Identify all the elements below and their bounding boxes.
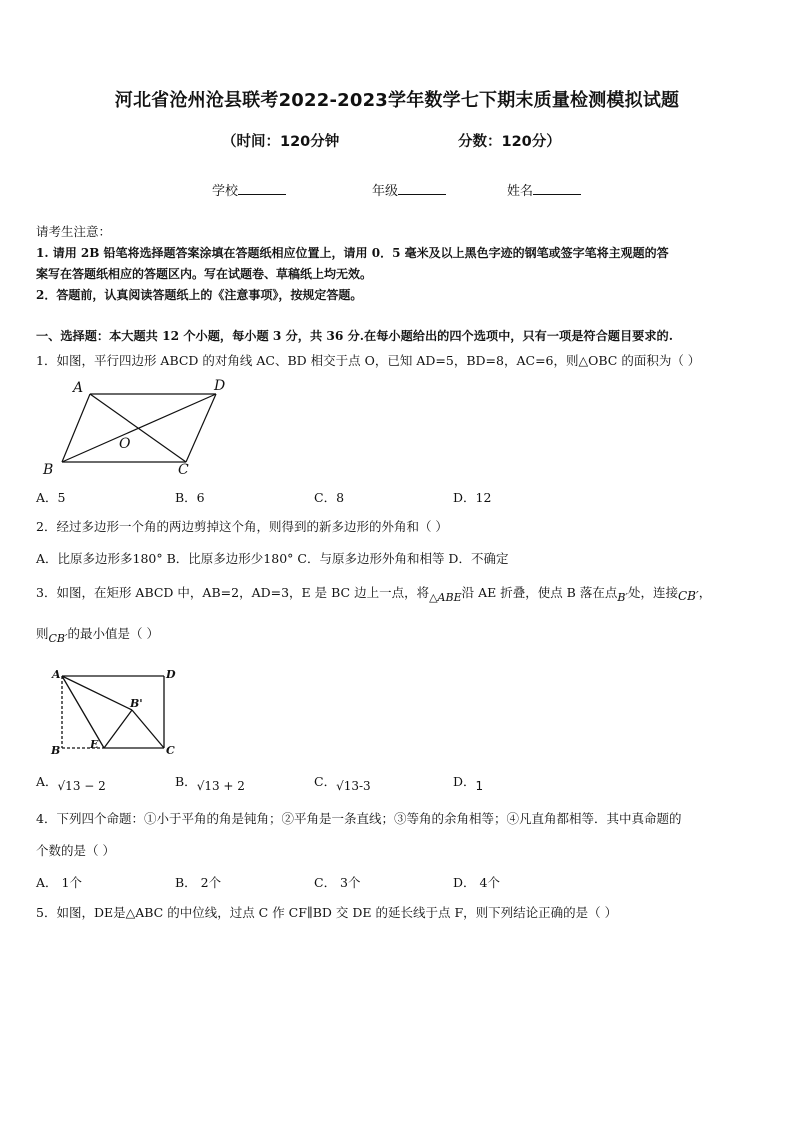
name-label: 姓名 xyxy=(507,184,534,199)
q3-option-a xyxy=(36,772,106,793)
q1-label-c: C xyxy=(178,462,189,478)
q3-line2-a: 则 xyxy=(36,626,49,641)
grade-label: 年级 xyxy=(372,184,399,199)
q3-stem-line2 xyxy=(36,624,159,645)
q3-stem-d: ， xyxy=(698,585,712,600)
q4-option-c: C． 3个 xyxy=(314,875,361,890)
q3-triangle-abe: △ABE xyxy=(429,591,462,604)
q3-b-prime: B′ xyxy=(617,591,628,604)
q3-option-a-label: A． xyxy=(36,774,58,789)
q1-option-d: D．12 xyxy=(453,490,492,505)
q4-stem-line2: 个数的是（ ） xyxy=(36,843,115,858)
q3-label-e: E xyxy=(90,738,99,751)
q1-option-b: B．6 xyxy=(175,490,205,505)
q3-option-b xyxy=(175,772,245,793)
notice-line1a: 1. 请用 2B 铅笔将选择题答案涂填在答题纸相应位置上，请用 0．5 毫米及以上黑色字迹的钢笔或签字笔将主观题的答 xyxy=(36,246,669,260)
q2-stem: 2．经过多边形一个角的两边剪掉这个角，则得到的新多边形的外角和（ ） xyxy=(36,519,448,534)
notice-line1b: 案写在答题纸相应的答题区内。写在试题卷、草稿纸上均无效。 xyxy=(36,267,373,281)
name-field xyxy=(507,180,581,199)
q1-label-o: O xyxy=(119,436,131,452)
q3-option-c-value: √13-3 xyxy=(336,779,371,793)
exam-score: 分数：120分） xyxy=(458,134,561,150)
q3-label-bprime: B' xyxy=(130,697,143,710)
school-field xyxy=(212,180,286,199)
name-blank xyxy=(533,182,581,195)
q3-cb-prime: CB′ xyxy=(677,589,699,603)
q3-option-d xyxy=(453,772,484,793)
q3-label-b: B xyxy=(51,744,61,757)
q3-option-d-label: D． xyxy=(453,774,476,789)
q3-option-c xyxy=(314,772,371,793)
q3-label-a: A xyxy=(52,668,61,681)
grade-blank xyxy=(398,182,446,195)
q3-stem-line1 xyxy=(36,583,711,604)
q1-stem: 1．如图，平行四边形 ABCD 的对角线 AC、BD 相交于点 O，已知 AD=5，BD=8，AC=6，则△OBC 的面积为（ ） xyxy=(36,353,701,368)
q3-option-b-label: B． xyxy=(175,774,197,789)
q4-option-b: B． 2个 xyxy=(175,875,222,890)
school-label: 学校 xyxy=(212,184,239,199)
q3-option-d-value: 1 xyxy=(475,779,484,793)
q3-option-b-value: √13 + 2 xyxy=(196,779,245,793)
q3-figure xyxy=(46,664,186,760)
q3-stem-c: 处，连接 xyxy=(627,585,678,600)
q1-option-a: A．5 xyxy=(36,490,66,505)
q1-label-b: B xyxy=(43,462,54,478)
school-blank xyxy=(238,182,286,195)
q3-stem-b: 沿 AE 折叠，使点 B 落在点 xyxy=(461,585,618,600)
q1-diag-bd xyxy=(62,394,216,462)
grade-field xyxy=(372,180,446,199)
q3-label-d: D xyxy=(166,668,176,681)
q3-option-c-label: C． xyxy=(314,774,337,789)
q1-side-dc xyxy=(186,394,216,462)
exam-time: （时间：120分钟 xyxy=(222,134,340,150)
q3-cb-prime-2: CB′ xyxy=(48,632,68,645)
q3-line2-b: 的最小值是（ ） xyxy=(67,626,159,641)
q3-side-bpc xyxy=(132,710,164,748)
q1-option-c: C．8 xyxy=(314,490,345,505)
q5-stem: 5．如图，DE是△ABC 的中位线，过点 C 作 CF∥BD 交 DE 的延长线于点 F，则下列结论正确的是（ ） xyxy=(36,905,618,920)
q2-options: A．比原多边形多180° B．比原多边形少180° C．与原多边形外角和相等 D．不确定 xyxy=(36,551,509,566)
section1-heading: 一、选择题：本大题共 12 个小题，每小题 3 分，共 36 分.在每小题给出的四个选项中，只有一项是符合题目要求的. xyxy=(36,329,673,343)
q1-figure xyxy=(40,378,240,478)
q4-option-a: A． 1个 xyxy=(36,875,82,890)
exam-title: 河北省沧州沧县联考2022-2023学年数学七下期末质量检测模拟试题 xyxy=(114,90,680,111)
q4-option-d: D． 4个 xyxy=(453,875,500,890)
q3-label-c: C xyxy=(166,744,175,757)
q1-label-d: D xyxy=(214,378,226,394)
notice-line2: 2．答题前，认真阅读答题纸上的《注意事项》，按规定答题。 xyxy=(36,288,363,302)
notice-heading: 请考生注意： xyxy=(36,224,112,239)
q3-side-ebp xyxy=(104,710,132,748)
q1-label-a: A xyxy=(73,380,84,396)
q4-stem-line1: 4．下列四个命题：①小于平角的角是钝角；②平角是一条直线；③等角的余角相等；④凡直角都相等．其中真命题的 xyxy=(36,811,682,826)
q3-stem-a: 3．如图，在矩形 ABCD 中，AB=2，AD=3，E 是 BC 边上一点，将 xyxy=(36,585,430,600)
q3-option-a-value: √13 − 2 xyxy=(57,779,106,793)
